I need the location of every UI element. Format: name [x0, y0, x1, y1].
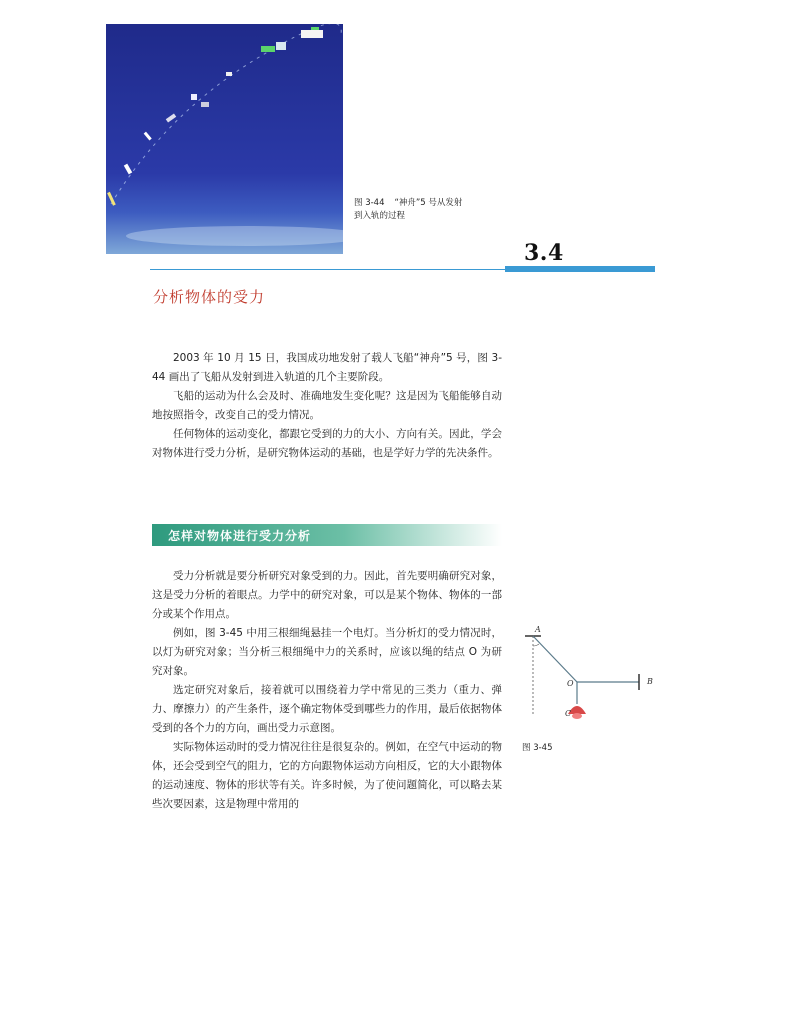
- section-rule: [150, 266, 655, 274]
- label-c: C: [565, 709, 572, 718]
- section-number: 3.4: [524, 240, 564, 266]
- lamp-bulb: [572, 713, 582, 719]
- body-paragraph-3: 选定研究对象后，接着就可以围绕着力学中常见的三类力（重力、弹力、摩擦力）的产生条件，逐个确定物体受到哪些力的作用，最后依据物体受到的各个力的方向，画出受力示意图。: [152, 684, 502, 734]
- angle-arc: [533, 644, 539, 646]
- figure-3-44-number: 图 3-44: [354, 198, 385, 208]
- intro-paragraph-3: 任何物体的运动变化，都跟它受到的力的大小、方向有关。因此，学会对物体进行受力分析，是研究物体运动的基础，也是学好力学的先决条件。: [152, 428, 502, 459]
- body-paragraph-4: 实际物体运动时的受力情况往往是很复杂的。例如，在空气中运动的物体，还会受到空气的阻力，它的方向跟物体运动方向相反，它的大小跟物体的运动速度、物体的形状等有关。许多时候，为了使问题简化，可以略去某些次要因素，这是物理中常用的: [152, 741, 502, 810]
- label-o: O: [567, 679, 574, 688]
- section-rule-thick: [505, 266, 655, 272]
- body-paragraph-1: 受力分析就是要分析研究对象受到的力。因此，首先要明确研究对象，这是受力分析的着眼点。力学中的研究对象，可以是某个物体、物体的一部分或某个作用点。: [152, 570, 502, 620]
- label-a: A: [535, 625, 541, 634]
- intro-paragraph-2: 飞船的运动为什么会及时、准确地发生变化呢？这是因为飞船能够自动地按照指令，改变自己的受力情况。: [152, 390, 502, 421]
- body-paragraph-2: 例如，图 3-45 中用三根细绳悬挂一个电灯。当分析灯的受力情况时，以灯为研究对象；当分析三根细绳中力的关系时，应该以绳的结点 O 为研究对象。: [152, 627, 502, 677]
- figure-3-44-caption-line1: “神舟”5 号从发射: [394, 198, 463, 208]
- subsection-header: [152, 524, 502, 546]
- launch-sequence-photo: [106, 24, 343, 254]
- subsection-title: 怎样对物体进行受力分析: [168, 529, 312, 543]
- figure-3-45-caption: 图 3-45: [522, 743, 553, 753]
- section-title: 分析物体的受力: [153, 288, 266, 306]
- intro-paragraph-1: 2003 年 10 月 15 日，我国成功地发射了载人飞船“神舟”5 号，图 3-44 画出了飞船从发射到进入轨道的几个主要阶段。: [152, 352, 502, 383]
- figure-3-44-caption-line2: 到入轨的过程: [354, 211, 406, 221]
- figure-3-44-caption: [354, 197, 504, 223]
- rope-ao: [533, 636, 577, 682]
- label-b: B: [647, 677, 653, 686]
- figure-3-45-diagram: [515, 622, 665, 732]
